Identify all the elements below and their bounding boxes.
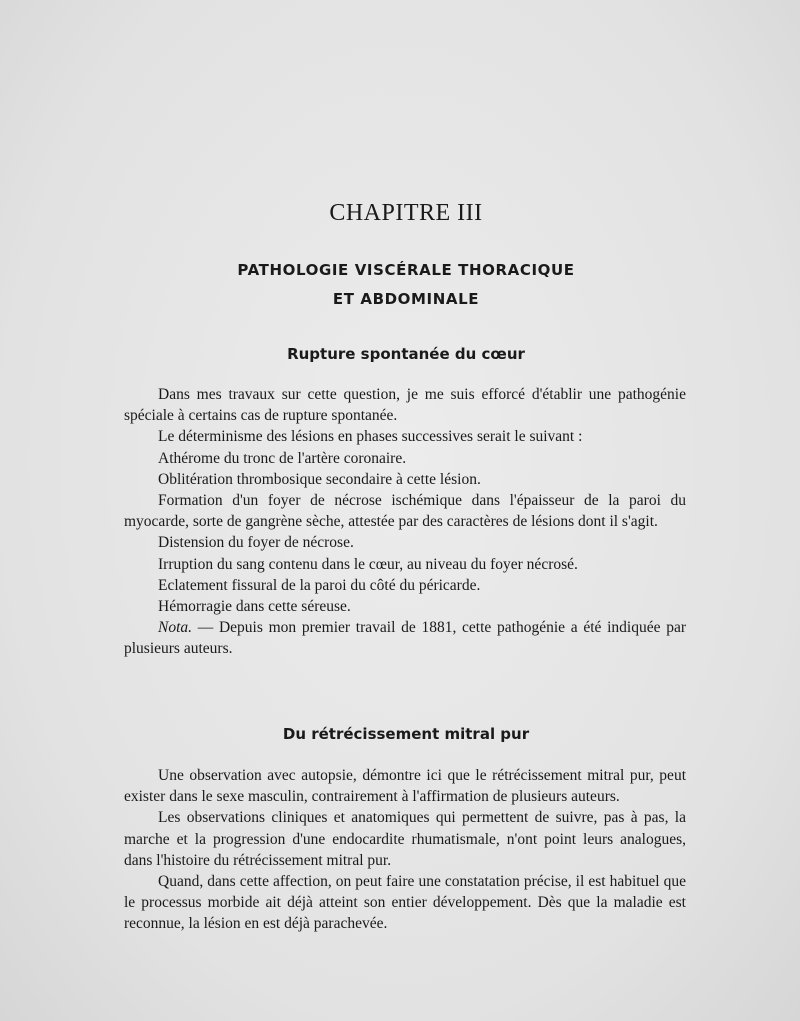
paragraph: Eclatement fissural de la paroi du côté du péricarde. bbox=[158, 576, 481, 594]
paragraph: Hémorragie dans cette séreuse. bbox=[158, 598, 351, 616]
section-title-rupture: Rupture spontanée du cœur bbox=[287, 345, 525, 363]
nota-text: — Depuis mon premier travail de 1881, cette pathogénie a été indiquée par plusieurs auteurs. bbox=[124, 619, 686, 658]
chapter-subtitle bbox=[0, 256, 800, 314]
paragraph: Distension du foyer de nécrose. bbox=[158, 534, 354, 552]
nota-paragraph bbox=[124, 617, 686, 659]
chapter-subtitle-line-1: PATHOLOGIE VISCÉRALE THORACIQUE bbox=[237, 261, 575, 279]
paragraph: Le déterminisme des lésions en phases successives serait le suivant : bbox=[158, 428, 583, 446]
paragraph: Athérome du tronc de l'artère coronaire. bbox=[158, 449, 407, 467]
section-body-mitral bbox=[124, 765, 686, 935]
paragraph: Dans mes travaux sur cette question, je me suis efforcé d'établir une pathogénie spéciale à certains cas de rupture spontanée. bbox=[124, 386, 686, 425]
paragraph: Les observations cliniques et anatomiques qui permettent de suivre, pas à pas, la marche et la progression d'une endocardite rhumatismale, n'ont point leurs analogues, dans l'histoire du rétrécissement mitral pur. bbox=[124, 809, 686, 869]
section-body-rupture bbox=[124, 384, 686, 660]
paragraph: Oblitération thrombosique secondaire à cette lésion. bbox=[158, 470, 481, 488]
nota-label: Nota. bbox=[158, 619, 193, 637]
paragraph: Une observation avec autopsie, démontre ici que le rétrécissement mitral pur, peut exister dans le sexe masculin, contrairement à l'affirmation de plusieurs auteurs. bbox=[124, 767, 686, 806]
section-title-mitral: Du rétrécissement mitral pur bbox=[282, 725, 530, 743]
chapter-subtitle-line-2: ET ABDOMINALE bbox=[332, 290, 480, 308]
paragraph: Irruption du sang contenu dans le cœur, au niveau du foyer nécrosé. bbox=[158, 555, 578, 573]
paragraph: Formation d'un foyer de nécrose ischémique dans l'épaisseur de la paroi du myocarde, sorte de gangrène sèche, attestée par des caractères de lésions dont il s'agit. bbox=[124, 492, 686, 531]
chapter-title: CHAPITRE III bbox=[329, 200, 483, 226]
paragraph: Quand, dans cette affection, on peut faire une constatation précise, il est habituel que le processus morbide ait déjà atteint son entier développement. Dès que la maladie est reconnue, la lésion en est déjà parachevée. bbox=[124, 873, 686, 933]
